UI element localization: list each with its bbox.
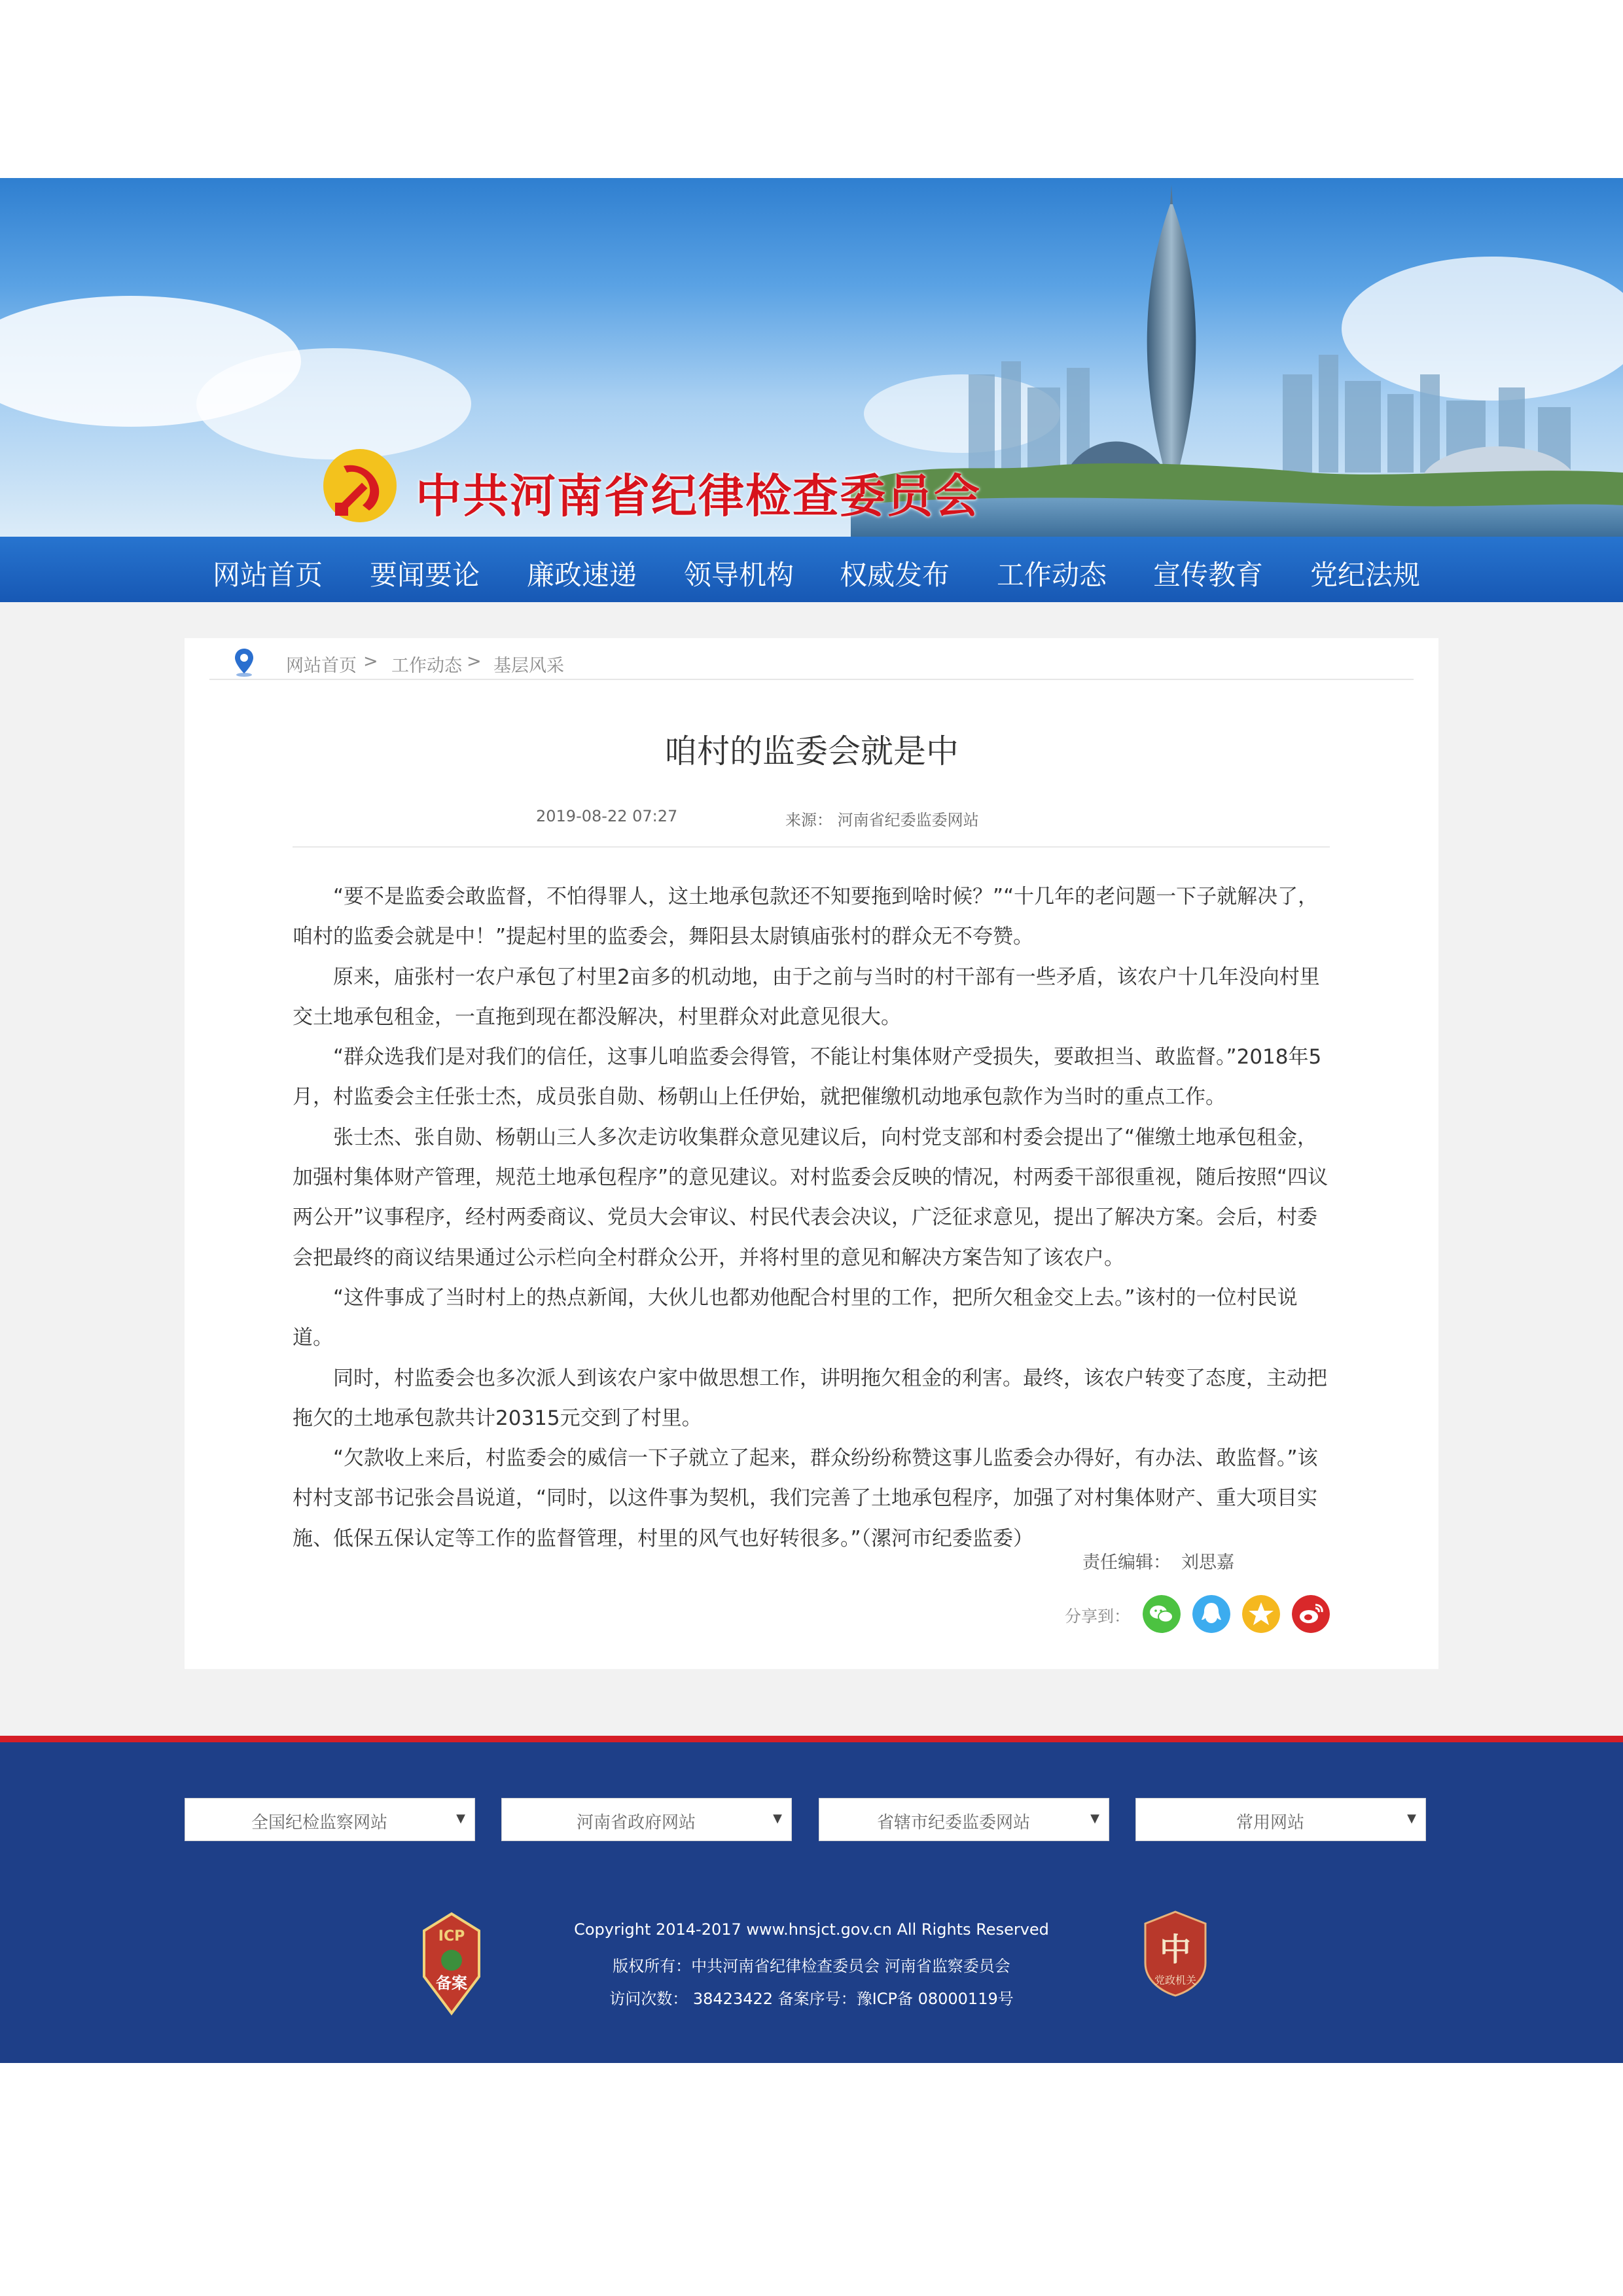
- chevron-down-icon: ▼: [1407, 1812, 1416, 1825]
- select-national-sites[interactable]: [185, 1798, 475, 1841]
- article-paragraph: 原来，庙张村一农户承包了村里2亩多的机动地，由于之前与当时的村干部有一些矛盾，该农户十几年没向村里交土地承包租金，一直拖到现在都没解决，村里群众对此意见很大。: [293, 965, 1320, 1029]
- select-common-sites[interactable]: [1135, 1798, 1426, 1841]
- nav-item-work-updates[interactable]: 工作动态: [997, 559, 1107, 591]
- nav-item-home[interactable]: 网站首页: [213, 559, 323, 591]
- select-label: 省辖市纪委监委网站: [876, 1813, 1030, 1833]
- header-banner: [0, 178, 1623, 537]
- breadcrumb-item-work-updates[interactable]: 工作动态: [391, 656, 462, 676]
- editor-label: 责任编辑：: [1082, 1552, 1171, 1573]
- icp-badge-text: ICP: [438, 1928, 465, 1945]
- select-provincial-gov-sites[interactable]: [501, 1798, 792, 1841]
- breadcrumb-item-grassroots[interactable]: 基层风采: [493, 656, 564, 676]
- icp-badge-label: 备案: [436, 1974, 467, 1992]
- chevron-down-icon: ▼: [773, 1812, 782, 1825]
- main-nav: [0, 537, 1623, 602]
- article-paragraph: 同时，村监委会也多次派人到该农户家中做思想工作，讲明拖欠租金的利害。最终，该农户转变了态度，主动把拖欠的土地承包款共计20315元交到了村里。: [293, 1366, 1327, 1430]
- select-label: 常用网站: [1236, 1813, 1304, 1833]
- brand-title-line1: 中共河南省纪律检查委员会: [416, 469, 981, 523]
- qzone-icon[interactable]: [1242, 1595, 1280, 1633]
- article-paragraph: “欠款收上来后，村监委会的威信一下子就立了起来，群众纷纷称赞这事儿监委会办得好，有办法、敢监督。”该村村支部书记张会昌说道，“同时，以这件事为契机，我们完善了土地承包程序，加强了对村集体财产、重大项目实施、低保五保认定等工作的监督管理，村里的风气也好转很多。”（漯河市纪委监委）: [293, 1446, 1318, 1551]
- article-paragraph: 张士杰、张自勋、杨朝山三人多次走访收集群众意见建议后，向村党支部和村委会提出了“催缴土地承包租金，加强村集体财产管理，规范土地承包程序”的意见建议。对村监委会反映的情况，村两委干部很重视，随后按照“四议两公开”议事程序，经村两委商议、党员大会审议、村民代表会决议，广泛征求意见，提出了解决方案。会后，村委会把最终的商议结果通过公示栏向全村群众公开，并将村里的意见和解决方案告知了该农户。: [293, 1125, 1329, 1270]
- footer-owner: 版权所有：中共河南省纪律检查委员会 河南省监察委员会: [613, 1957, 1010, 1975]
- select-city-sites[interactable]: [819, 1798, 1109, 1841]
- article-body: [293, 877, 1330, 1559]
- select-label: 全国纪检监察网站: [251, 1813, 387, 1833]
- nav-item-regulations[interactable]: 党纪法规: [1310, 559, 1421, 591]
- svg-text:中: 中: [1159, 1931, 1192, 1968]
- nav-item-education[interactable]: 宣传教育: [1153, 559, 1264, 591]
- divider: [293, 846, 1330, 848]
- breadcrumb-separator: >: [363, 651, 378, 672]
- footer-stats: 访问次数： 38423422 备案序号：豫ICP备 08000119号: [609, 1990, 1014, 2008]
- article-paragraph: “群众选我们是对我们的信任，这事儿咱监委会得管，不能让村集体财产受损失，要敢担当、敢监督。”2018年5月，村监委会主任张士杰，成员张自勋、杨朝山上任伊始，就把催缴机动地承包款作为当时的重点工作。: [293, 1045, 1322, 1109]
- share-label: 分享到：: [1065, 1607, 1131, 1626]
- nav-item-leadership[interactable]: 领导机构: [684, 559, 794, 591]
- footer-accent-bar: [0, 1736, 1623, 1742]
- chevron-down-icon: ▼: [1090, 1812, 1099, 1825]
- breadcrumb-separator: >: [467, 651, 482, 672]
- party-emblem-icon: [321, 446, 399, 525]
- site-footer: [0, 1742, 1623, 2063]
- wechat-icon[interactable]: [1143, 1595, 1181, 1633]
- article-date: 2019-08-22 07:27: [536, 807, 678, 825]
- editor-name: 刘思嘉: [1181, 1552, 1234, 1573]
- article-paragraph: “要不是监委会敢监督，不怕得罪人，这土地承包款还不知要拖到啥时候？”“十几年的老问题一下子就解决了，咱村的监委会就是中！”提起村里的监委会，舞阳县太尉镇庙张村的群众无不夸赞。: [293, 885, 1319, 949]
- party-badge-label: 党政机关: [1154, 1974, 1197, 1986]
- party-government-badge-icon[interactable]: [1141, 1909, 1209, 1998]
- chevron-down-icon: ▼: [456, 1812, 465, 1825]
- article-source: 来源： 河南省纪委监委网站: [785, 811, 979, 829]
- select-label: 河南省政府网站: [576, 1813, 696, 1833]
- bottom-whitespace: [0, 2063, 1623, 2296]
- location-pin-icon: [233, 647, 255, 677]
- article-paragraph: “这件事成了当时村上的热点新闻，大伙儿也都劝他配合村里的工作，把所欠租金交上去。”该村的一位村民说道。: [293, 1285, 1298, 1350]
- footer-copyright: Copyright 2014-2017 www.hnsjct.gov.cn All Rights Reserved: [574, 1920, 1049, 1939]
- article-container: [185, 638, 1438, 1669]
- breadcrumb: [209, 646, 1414, 680]
- nav-item-news[interactable]: 要闻要论: [370, 559, 480, 591]
- weibo-icon[interactable]: [1292, 1595, 1330, 1633]
- article-title: 咱村的监委会就是中: [664, 732, 959, 770]
- nav-item-integrity[interactable]: 廉政速递: [527, 559, 637, 591]
- nav-item-releases[interactable]: 权威发布: [840, 559, 950, 591]
- top-whitespace: [0, 0, 1623, 178]
- qq-icon[interactable]: [1192, 1595, 1230, 1633]
- breadcrumb-item-home[interactable]: 网站首页: [286, 656, 357, 676]
